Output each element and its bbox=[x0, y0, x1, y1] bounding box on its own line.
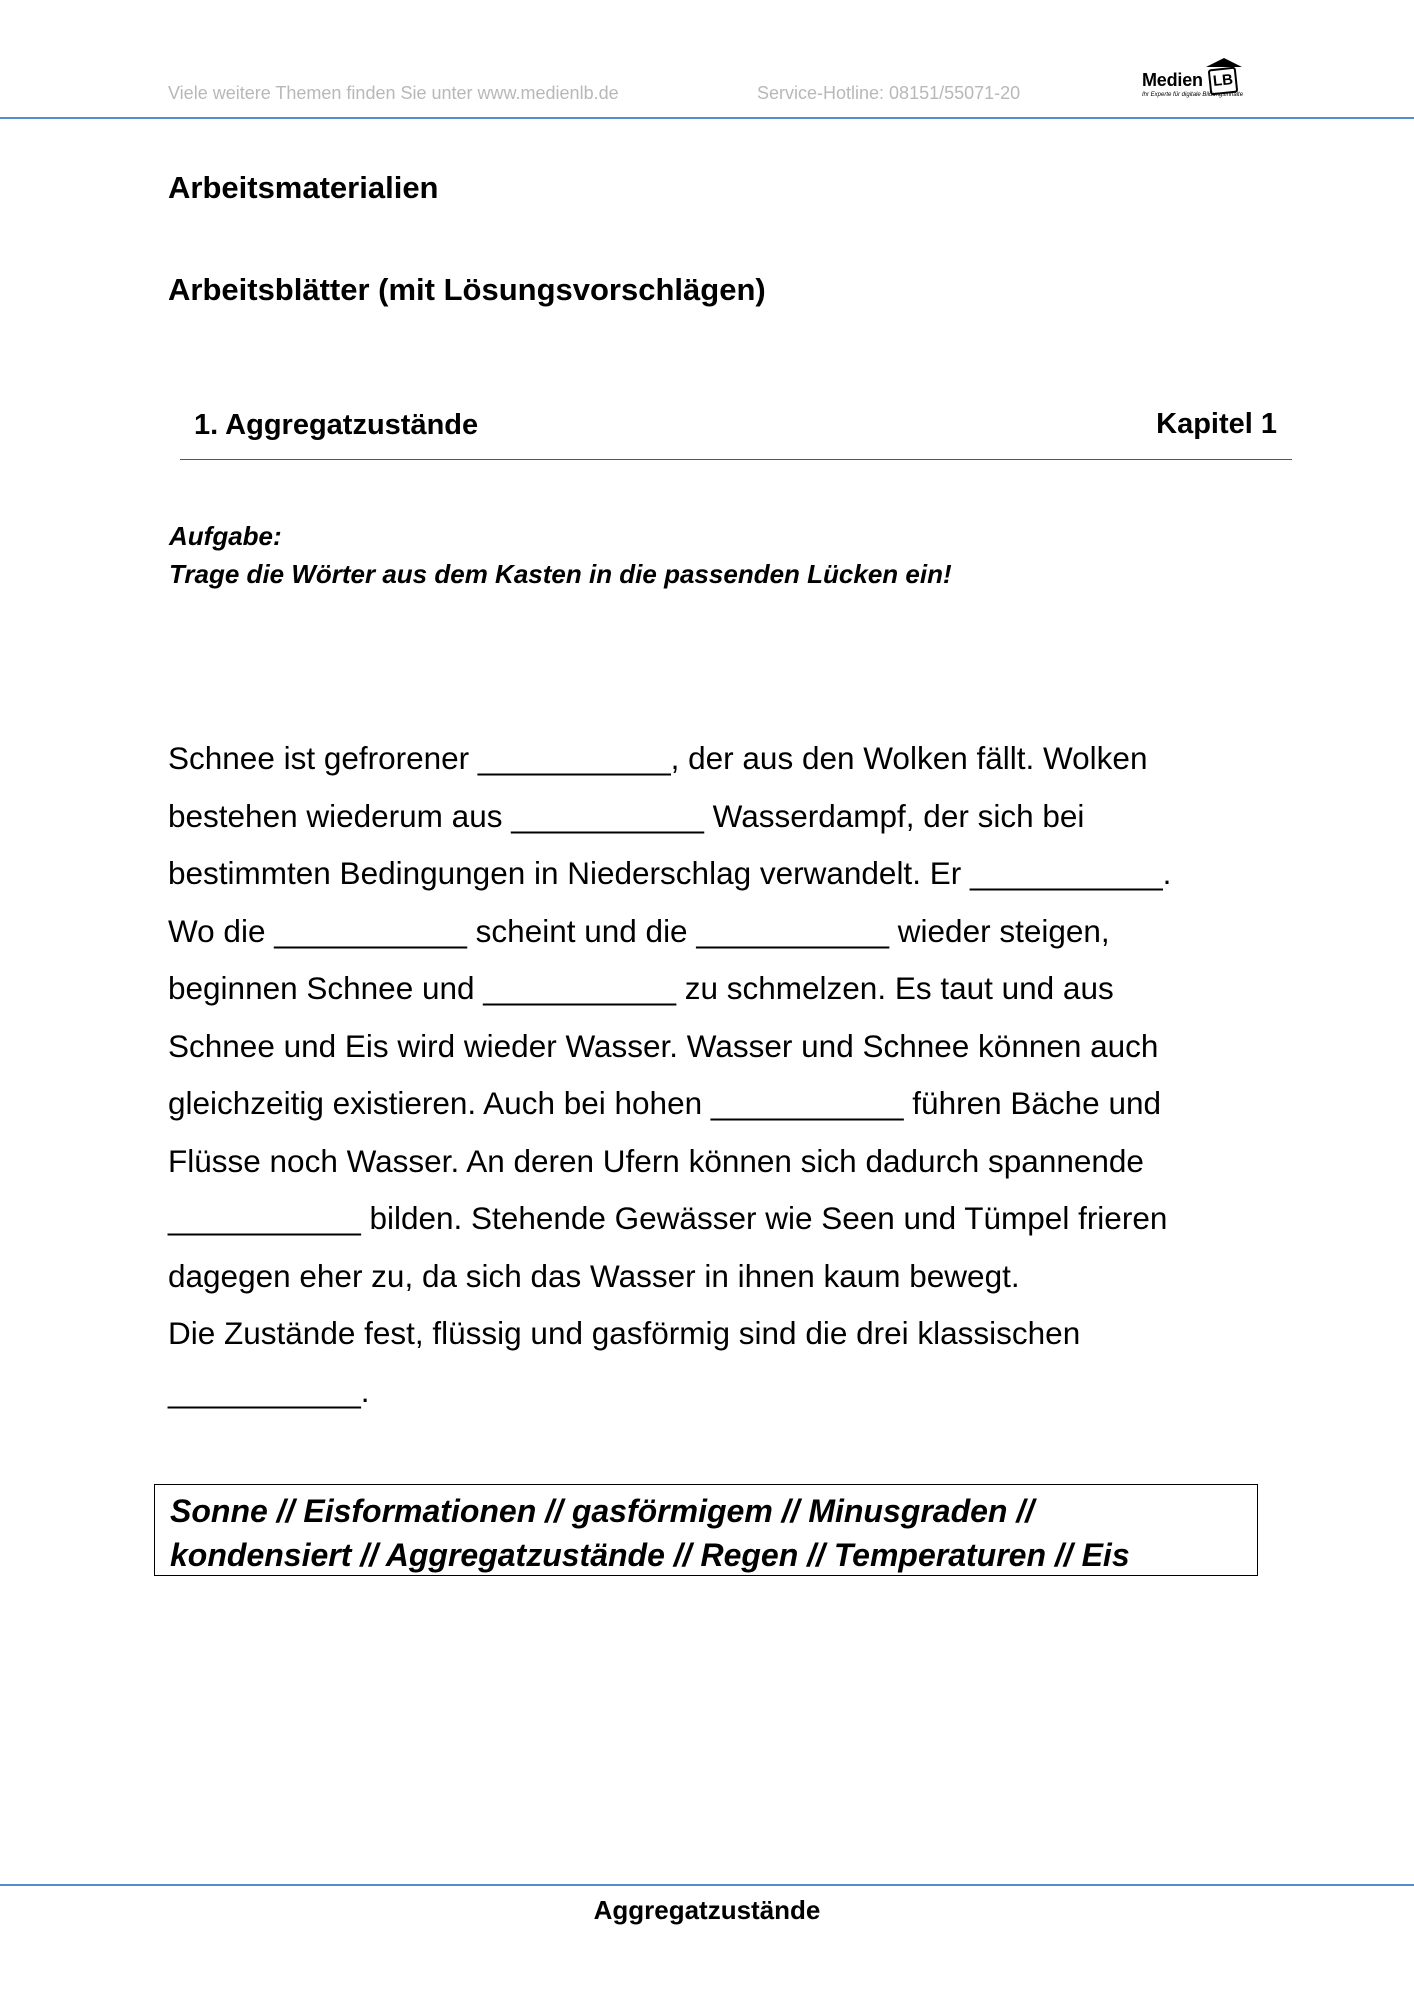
word-bank-line: Sonne // Eisformationen // gasförmigem // Minusgraden // bbox=[170, 1493, 1035, 1529]
page-subtitle: Arbeitsblätter (mit Lösungsvorschlägen) bbox=[168, 272, 766, 307]
cloze-line: bestehen wiederum aus ___________ Wasserdampf, der sich bei bbox=[168, 797, 1085, 834]
cloze-line: ___________. bbox=[168, 1372, 370, 1409]
graduation-cap-icon bbox=[1206, 58, 1242, 67]
cloze-line: bestimmten Bedingungen in Niederschlag verwandelt. Er ___________. bbox=[168, 855, 1172, 891]
header-divider bbox=[0, 117, 1414, 119]
task-label: Aufgabe: bbox=[169, 521, 282, 551]
cloze-line: Wo die ___________ scheint und die ___________ wieder steigen, bbox=[168, 912, 1110, 949]
logo-word: Medien bbox=[1142, 70, 1203, 90]
cloze-line: dagegen eher zu, da sich das Wasser in ihnen kaum bewegt. bbox=[168, 1257, 1020, 1294]
cloze-line: gleichzeitig existieren. Auch bei hohen ___________ führen Bäche und bbox=[168, 1085, 1162, 1121]
word-bank-box bbox=[154, 1484, 1258, 1576]
logo-tagline: Ihr Experte für digitale Bildungsinhalte bbox=[1142, 92, 1244, 98]
header-website-note: Viele weitere Themen finden Sie unter www.medienlb.de bbox=[168, 83, 619, 103]
cloze-line: Die Zustände fest, flüssig und gasförmig sind die drei klassischen bbox=[168, 1315, 1081, 1351]
cloze-line: Schnee ist gefrorener ___________, der aus den Wolken fällt. Wolken bbox=[168, 740, 1148, 776]
cloze-text bbox=[168, 734, 1278, 1424]
chapter-label: Kapitel 1 bbox=[1156, 408, 1277, 440]
logo-badge: LB bbox=[1208, 67, 1239, 96]
header-service-hotline: Service-Hotline: 08151/55071-20 bbox=[757, 83, 1021, 103]
section-title: 1. Aggregatzustände bbox=[194, 409, 479, 441]
footer-divider bbox=[0, 1884, 1414, 1886]
footer-title: Aggregatzustände bbox=[593, 1895, 821, 1925]
page-title: Arbeitsmaterialien bbox=[168, 170, 439, 205]
cloze-line: beginnen Schnee und ___________ zu schmelzen. Es taut und aus bbox=[168, 970, 1114, 1006]
cloze-line: Flüsse noch Wasser. An deren Ufern können sich dadurch spannende bbox=[168, 1142, 1144, 1179]
word-bank-line: kondensiert // Aggregatzustände // Regen // Temperaturen // Eis bbox=[170, 1537, 1130, 1573]
medienlb-logo bbox=[1142, 58, 1252, 104]
section-divider bbox=[180, 459, 1292, 460]
cloze-line: Schnee und Eis wird wieder Wasser. Wasser und Schnee können auch bbox=[168, 1027, 1159, 1064]
task-instruction: Trage die Wörter aus dem Kasten in die passenden Lücken ein! bbox=[169, 559, 952, 589]
cloze-line: ___________ bilden. Stehende Gewässer wie Seen und Tümpel frieren bbox=[168, 1200, 1168, 1236]
